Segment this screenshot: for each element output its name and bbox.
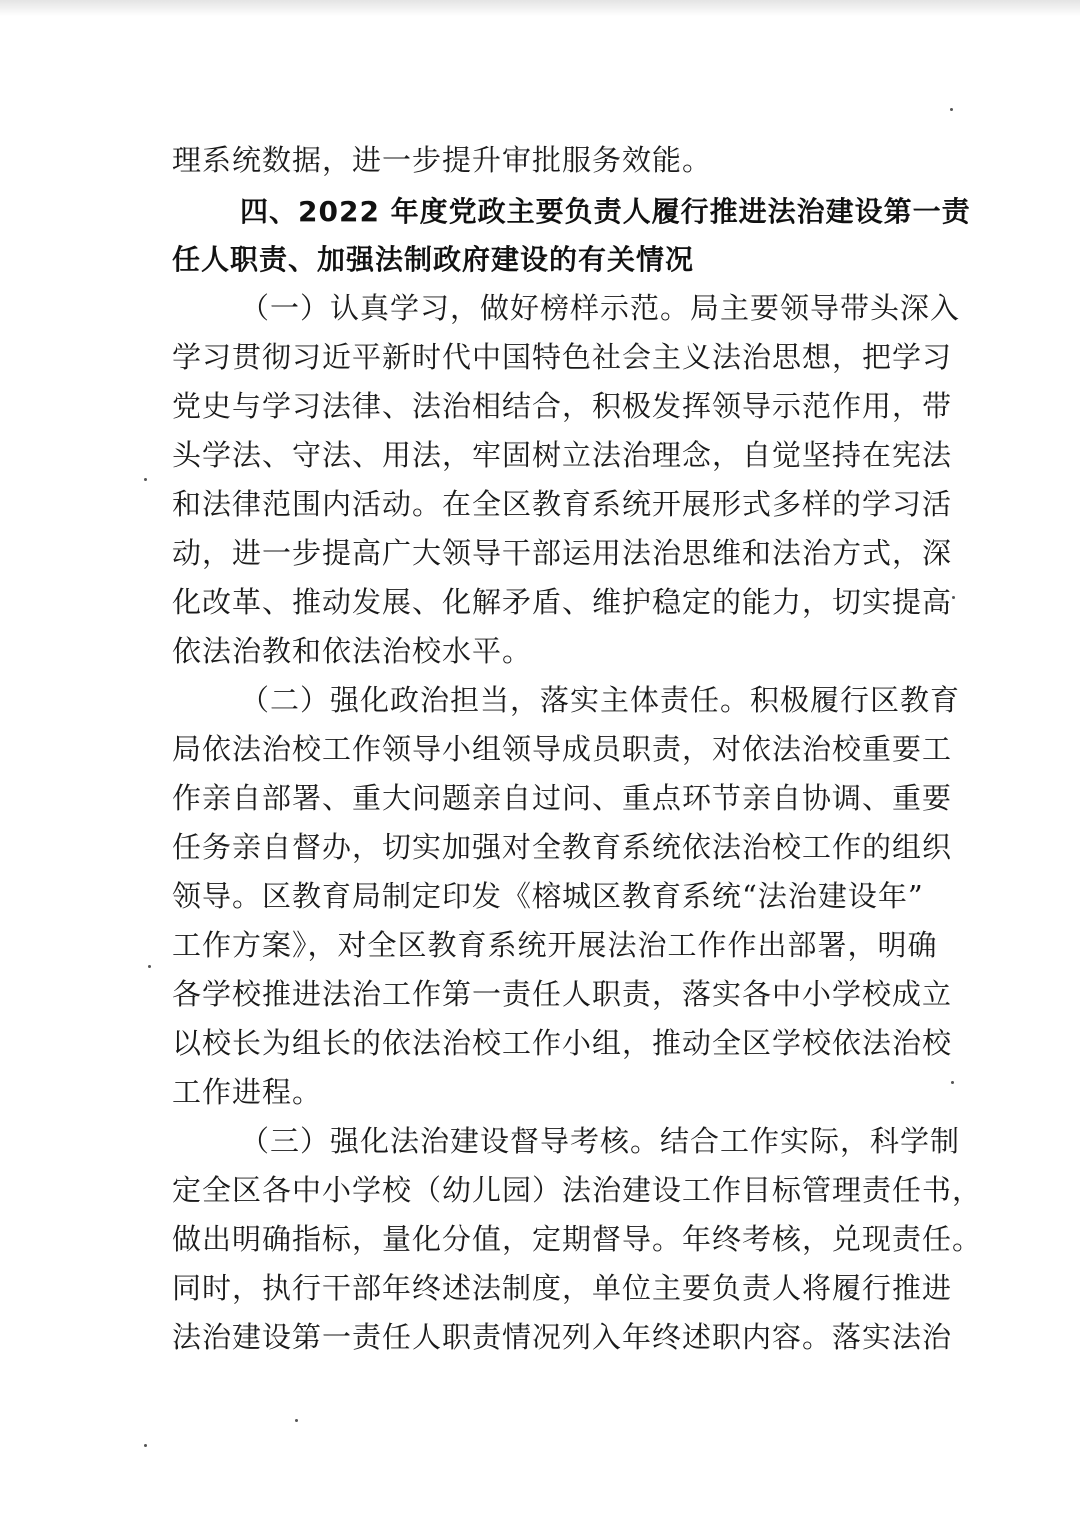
text-line: 依法治教和依法治校水平。 — [172, 634, 533, 668]
paragraph-heading-3: （三）强化法治建设督导考核。结合工作实际，科学制 — [240, 1124, 961, 1158]
text-line: 定全区各中小学校（幼儿园）法治建设工作目标管理责任书， — [172, 1173, 983, 1207]
text-line: 各学校推进法治工作第一责任人职责，落实各中小学校成立 — [172, 977, 953, 1011]
scan-speck — [148, 965, 151, 968]
text-line: 动，进一步提高广大领导干部运用法治思维和法治方式，深 — [172, 536, 953, 570]
text-line: 法治建设第一责任人职责情况列入年终述职内容。落实法治 — [172, 1320, 953, 1354]
text-line: 作亲自部署、重大问题亲自过问、重点环节亲自协调、重要 — [172, 781, 953, 815]
text-line: 工作进程。 — [172, 1075, 323, 1109]
text-line: 党史与学习法律、法治相结合，积极发挥领导示范作用，带 — [172, 389, 953, 423]
scan-speck — [295, 1419, 298, 1422]
text-line: 局依法治校工作领导小组领导成员职责，对依法治校重要工 — [172, 732, 953, 766]
paragraph-heading-1: （一）认真学习，做好榜样示范。局主要领导带头深入 — [240, 291, 961, 325]
scan-speck — [144, 478, 147, 481]
scan-speck — [144, 1444, 147, 1447]
text-line: 同时，执行干部年终述法制度，单位主要负责人将履行推进 — [172, 1271, 953, 1305]
section-heading: 四、2022 年度党政主要负责人履行推进法治建设第一责 — [240, 195, 971, 228]
paragraph-heading-2: （二）强化政治担当，落实主体责任。积极履行区教育 — [240, 683, 961, 717]
section-heading: 任人职责、加强法制政府建设的有关情况 — [172, 243, 695, 276]
text-line: 任务亲自督办，切实加强对全教育系统依法治校工作的组织 — [172, 830, 953, 864]
text-line: 以校长为组长的依法治校工作小组，推动全区学校依法治校 — [172, 1026, 953, 1060]
scan-speck — [951, 1081, 954, 1084]
text-line: 学习贯彻习近平新时代中国特色社会主义法治思想，把学习 — [172, 340, 953, 374]
text-line: 领导。区教育局制定印发《榕城区教育系统“法治建设年” — [172, 879, 924, 913]
scan-speck — [950, 108, 953, 111]
text-line: 做出明确指标，量化分值，定期督导。年终考核，兑现责任。 — [172, 1222, 983, 1256]
text-line: 头学法、守法、用法，牢固树立法治理念，自觉坚持在宪法 — [172, 438, 953, 472]
text-line: 化改革、推动发展、化解矛盾、维护稳定的能力，切实提高 — [172, 585, 953, 619]
text-line: 和法律范围内活动。在全区教育系统开展形式多样的学习活 — [172, 487, 953, 521]
text-line: 工作方案》，对全区教育系统开展法治工作作出部署，明确 — [172, 928, 938, 962]
text-line: 理系统数据，进一步提升审批服务效能。 — [172, 143, 713, 177]
scan-speck — [952, 596, 955, 599]
